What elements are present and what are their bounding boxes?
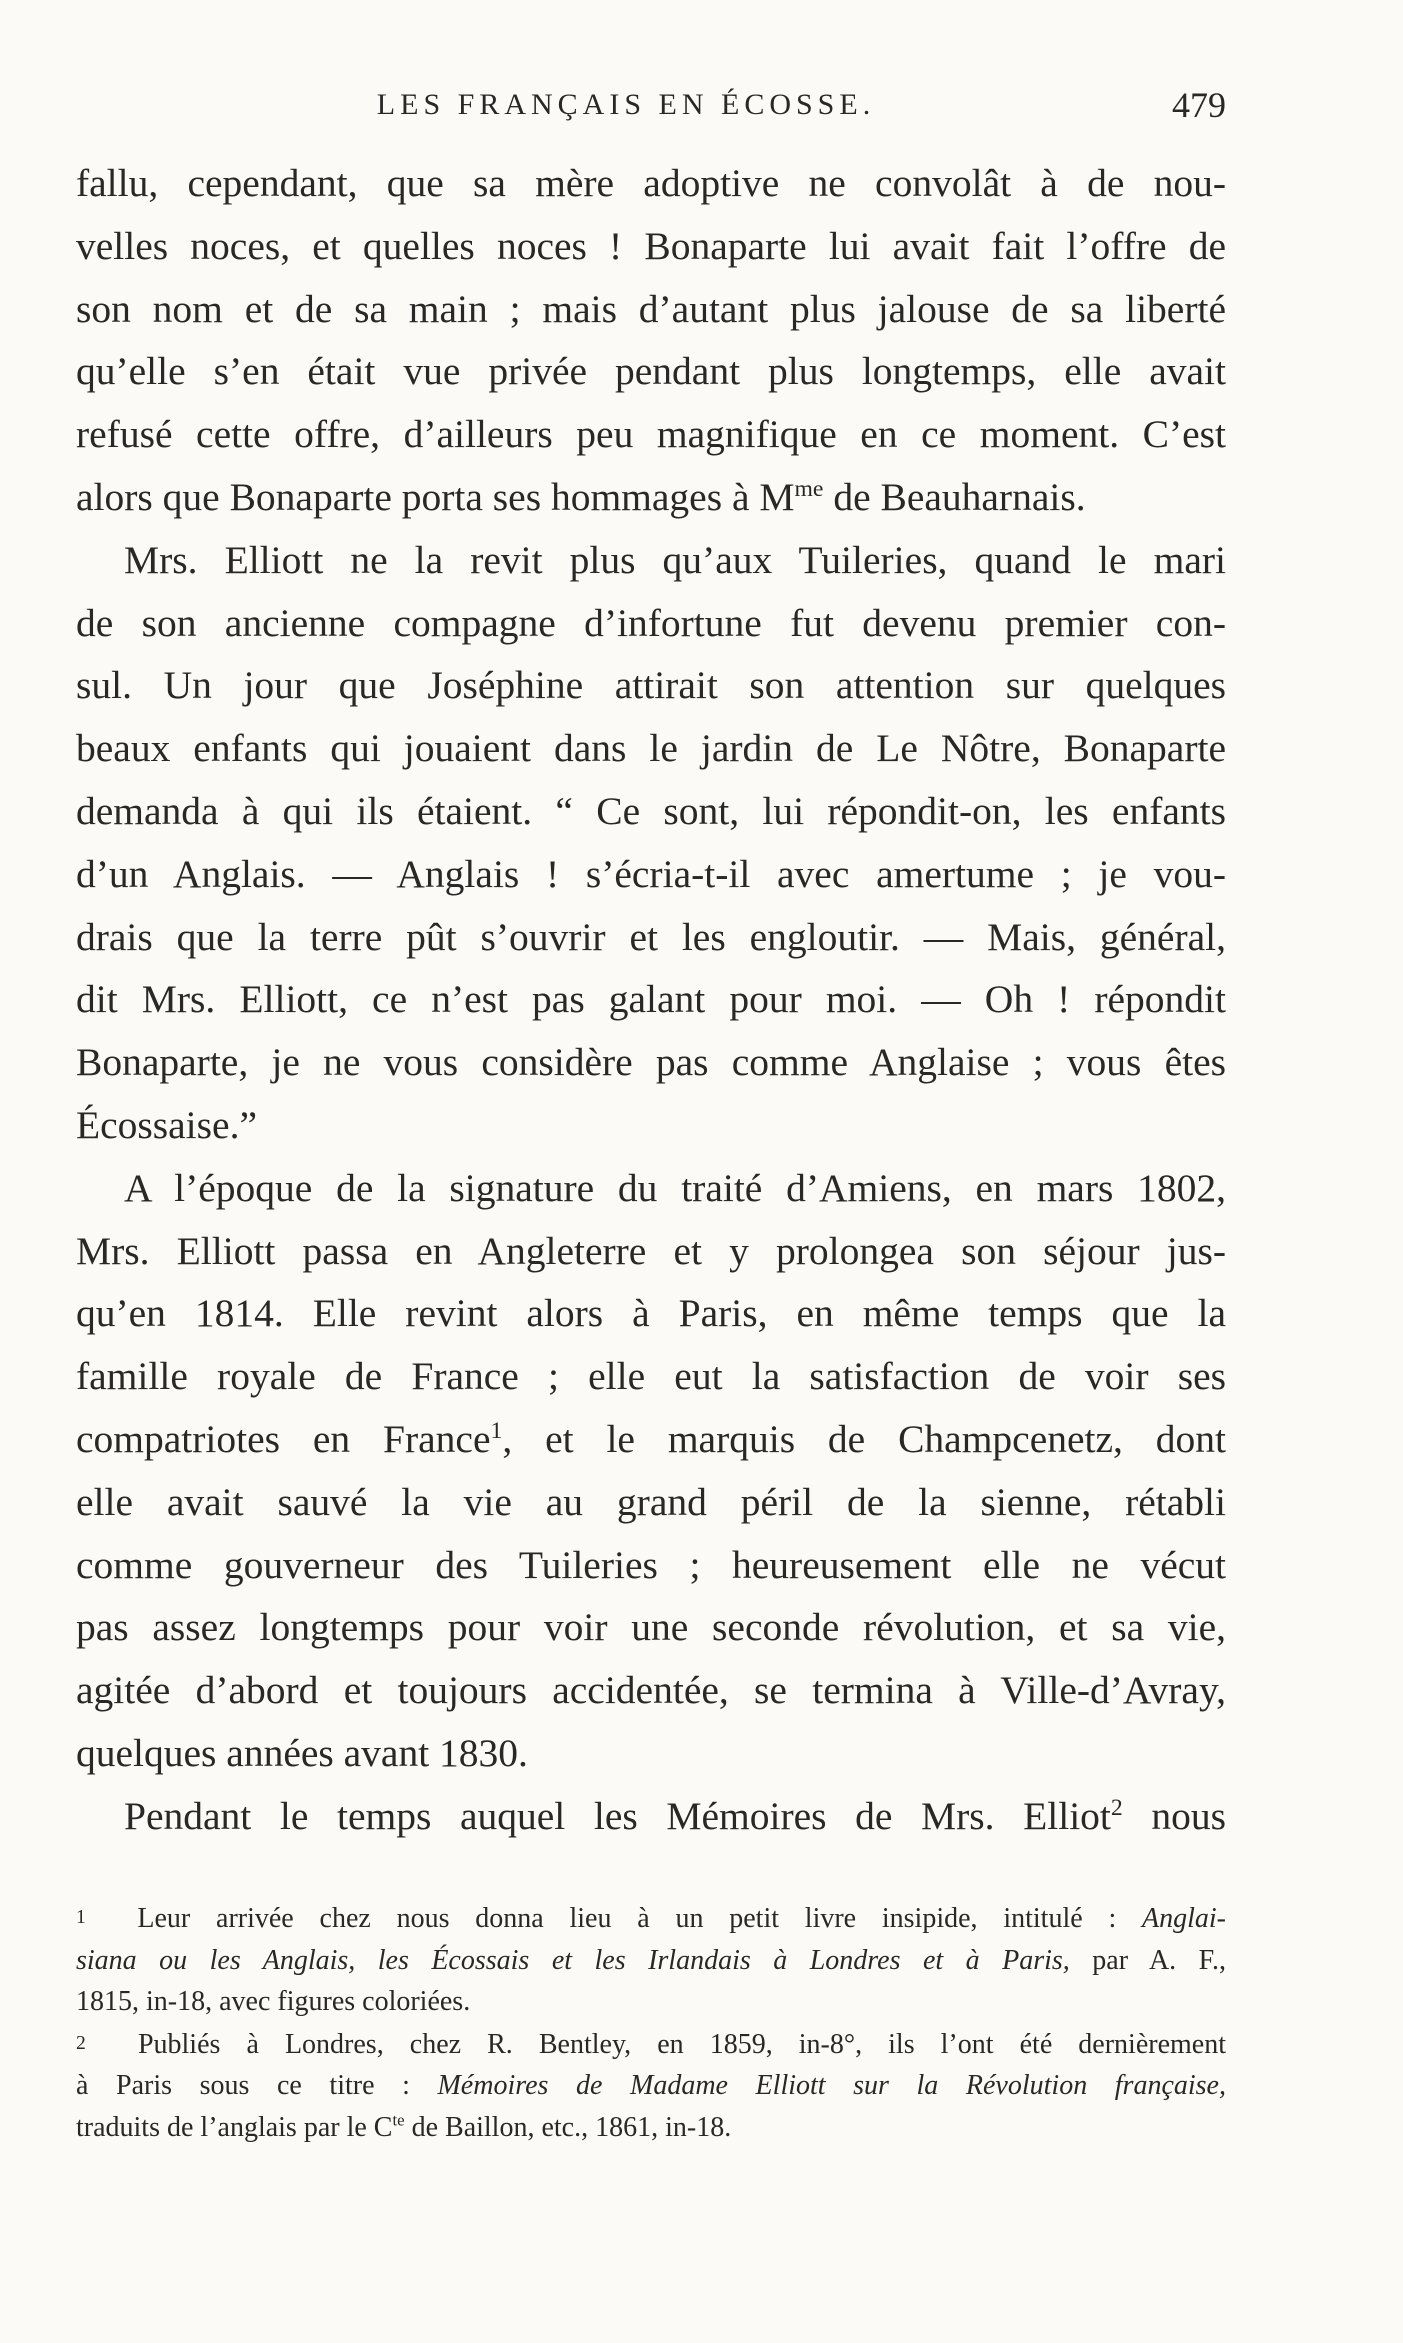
text-line: Mrs. Elliott ne la revit plus qu’aux Tuileries, quand le mari [124, 537, 1226, 582]
text-line: velles noces, et quelles noces ! Bonaparte lui avait fait l’offre de [76, 223, 1226, 268]
superscript: me [794, 475, 824, 502]
text-line: agitée d’abord et toujours accidentée, se termina à Ville-d’Avray, [76, 1668, 1226, 1713]
text-segment: , et le marquis de Champcenetz, dont [502, 1416, 1226, 1461]
text-line: demanda à qui ils étaient. “ Ce sont, lui répondit-on, les enfants [76, 788, 1226, 833]
text-line [76, 466, 1226, 529]
footnote-2-line [76, 2023, 1226, 2066]
text-line: Mrs. Elliott passa en Angleterre et y prolongea son séjour jus- [76, 1228, 1226, 1273]
text-segment: Publiés à Londres, chez R. Bentley, en 1859, in-8°, ils l’ont été dernièrement [137, 2028, 1227, 2060]
text-segment: de Beauharnais. [823, 474, 1086, 519]
italic-title: Anglai- [1142, 1903, 1227, 1934]
footnote-1-line [76, 1897, 1226, 1940]
text-line: Bonaparte, je ne vous considère pas comme Anglaise ; vous êtes [76, 1040, 1226, 1085]
text-segment: de Baillon, etc., 1861, in-18. [404, 2111, 732, 2143]
footnote-2-line [76, 2065, 1226, 2107]
text-line [76, 1785, 1226, 1848]
text-line: elle avait sauvé la vie au grand péril de la sienne, rétabli [76, 1479, 1226, 1524]
text-line: A l’époque de la signature du traité d’Amiens, en mars 1802, [124, 1165, 1226, 1210]
running-head [76, 85, 1226, 138]
text-segment: nous [1122, 1793, 1226, 1838]
text-segment: par A. F., [1069, 1944, 1226, 1976]
footnote-1-line: 1815, in-18, avec figures coloriées. [76, 1986, 471, 2017]
text-segment: alors que Bonaparte porta ses hommages à M [76, 474, 795, 519]
footnote-ref: 2 [1110, 1794, 1123, 1821]
text-line: comme gouverneur des Tuileries ; heureusement elle ne vécut [76, 1542, 1226, 1587]
superscript: te [392, 2110, 405, 2130]
footnote-ref: 1 [490, 1417, 503, 1444]
text-line: quelques années avant 1830. [76, 1730, 528, 1775]
text-line: famille royale de France ; elle eut la satisfaction de voir ses [76, 1354, 1226, 1399]
text-line: qu’en 1814. Elle revint alors à Paris, en même temps que la [76, 1291, 1226, 1336]
footnotes [76, 1897, 1226, 2148]
text-line [76, 1408, 1226, 1471]
text-segment: à Paris sous ce titre : [76, 2070, 438, 2101]
text-line: refusé cette offre, d’ailleurs peu magnifique en ce moment. C’est [76, 412, 1226, 457]
text-segment: compatriotes en France [76, 1416, 491, 1461]
text-segment: Pendant le temps auquel les Mémoires de Mrs. Elliot [124, 1793, 1111, 1838]
running-title: LES FRANÇAIS EN ÉCOSSE. [376, 88, 876, 121]
text-line: beaux enfants qui jouaient dans le jardin de Le Nôtre, Bonaparte [76, 726, 1226, 771]
footnote-2-line [76, 2107, 1226, 2149]
text-line: de son ancienne compagne d’infortune fut devenu premier con- [76, 600, 1226, 645]
footnote-mark: 2 [76, 2032, 86, 2054]
text-line: d’un Anglais. — Anglais ! s’écria-t-il avec amertume ; je vou- [76, 851, 1226, 896]
text-line: qu’elle s’en était vue privée pendant plus longtemps, elle avait [76, 349, 1226, 394]
text-segment: traduits de l’anglais par le C [76, 2111, 393, 2143]
italic-title: siana ou les Anglais, les Écossais et les Irlandais à Londres et à Paris, [76, 1944, 1070, 1976]
text-line: son nom et de sa main ; mais d’autant plus jalouse de sa liberté [76, 286, 1226, 331]
text-line: sul. Un jour que Joséphine attirait son attention sur quelques [76, 663, 1226, 708]
page-number: 479 [1172, 85, 1226, 125]
text-line: pas assez longtemps pour voir une seconde révolution, et sa vie, [76, 1605, 1226, 1650]
italic-title: Mémoires de Madame Elliott sur la Révolution française, [437, 2070, 1226, 2101]
text-line: Écossaise.” [76, 1102, 257, 1147]
text-line: drais que la terre pût s’ouvrir et les engloutir. — Mais, général, [76, 914, 1226, 959]
body-text [76, 152, 1226, 1848]
footnote-1-line [76, 1940, 1226, 1982]
text-segment: Leur arrivée chez nous donna lieu à un petit livre insipide, intitulé : [137, 1903, 1143, 1934]
footnote-mark: 1 [76, 1907, 86, 1928]
text-line: dit Mrs. Elliott, ce n’est pas galant pour moi. — Oh ! répondit [76, 977, 1226, 1022]
text-line: fallu, cependant, que sa mère adoptive ne convolât à de nou- [76, 161, 1226, 205]
